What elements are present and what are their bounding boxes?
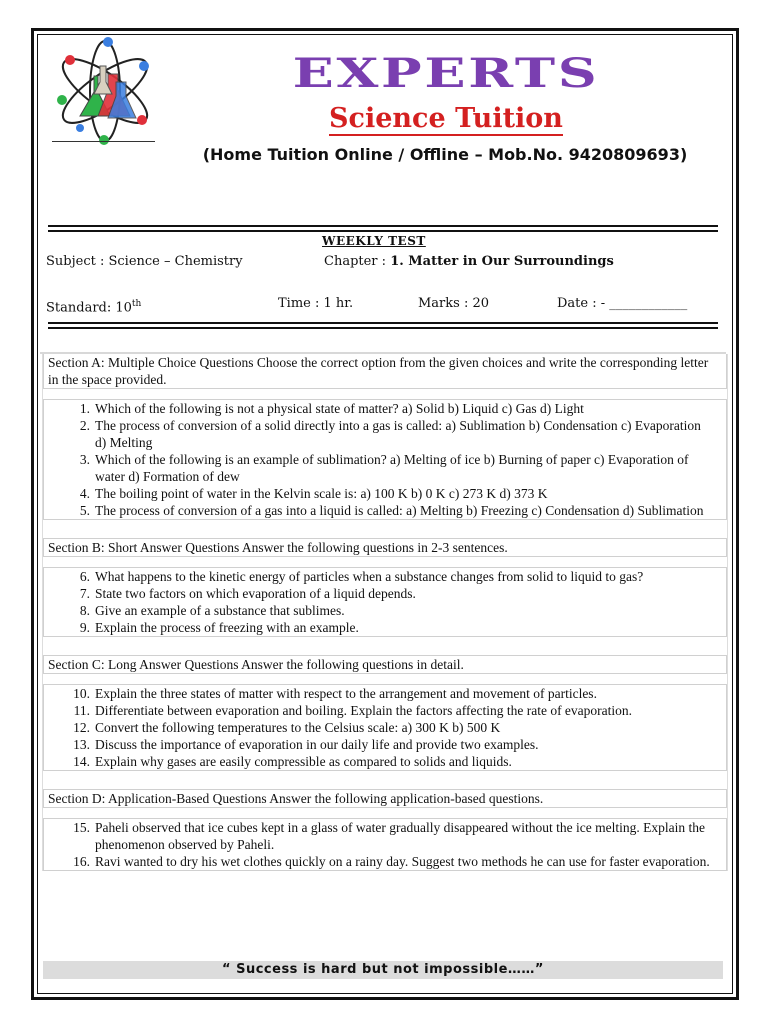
question-number: 1. <box>79 401 90 416</box>
list-item <box>44 400 726 417</box>
question-text: Discuss the importance of evaporation in our daily life and provide two examples. <box>95 737 539 752</box>
footer-quote: “ Success is hard but not impossible……” <box>43 961 723 979</box>
section-d-heading: Section D: Application-Based Questions Answer the following application-based questions. <box>43 789 727 808</box>
chapter <box>324 254 614 270</box>
divider <box>48 230 718 232</box>
question-number: 4. <box>79 486 90 501</box>
standard-sup: th <box>131 299 142 309</box>
question-number: 12. <box>73 720 90 735</box>
subtitle <box>256 102 636 136</box>
contact-line: (Home Tuition Online / Offline – Mob.No. 9420809693) <box>202 145 688 164</box>
list-item <box>44 685 726 702</box>
atom-flask-logo-icon <box>50 36 160 146</box>
question-number: 14. <box>73 754 90 769</box>
question-text: Paheli observed that ice cubes kept in a glass of water gradually disappeared without the ice melting. Explain the phenomenon observed by Paheli. <box>95 820 705 852</box>
question-text: Which of the following is not a physical state of matter? a) Solid b) Liquid c) Gas d) Light <box>95 401 584 416</box>
date: Date : - ____________ <box>557 296 688 311</box>
question-number: 13. <box>73 737 90 752</box>
subject: Subject : Science – Chemistry <box>46 254 243 269</box>
question-number: 6. <box>79 569 90 584</box>
list-item <box>44 485 726 502</box>
question-text: The process of conversion of a gas into a liquid is called: a) Melting b) Freezing c) Condensation d) Sublimation <box>95 503 704 518</box>
section-d-list <box>43 818 727 871</box>
list-item <box>44 753 726 770</box>
question-number: 15. <box>73 820 90 835</box>
list-item <box>44 568 726 585</box>
question-text: Ravi wanted to dry his wet clothes quickly on a rainy day. Suggest two methods he can use for faster evaporation. <box>95 854 710 869</box>
section-b-list <box>43 567 727 637</box>
divider <box>48 225 718 227</box>
section-c-heading: Section C: Long Answer Questions Answer the following questions in detail. <box>43 655 727 674</box>
chapter-value: 1. Matter in Our Surroundings <box>390 254 614 269</box>
list-item <box>44 451 726 485</box>
standard-label: Standard: 10 <box>46 300 132 316</box>
section-c-list <box>43 684 727 771</box>
question-number: 10. <box>73 686 90 701</box>
marks: Marks : 20 <box>418 296 490 311</box>
question-number: 3. <box>79 452 90 467</box>
question-number: 9. <box>79 620 90 635</box>
time: Time : 1 hr. <box>278 296 354 311</box>
question-number: 8. <box>79 603 90 618</box>
list-item <box>44 619 726 636</box>
list-item <box>44 819 726 853</box>
question-number: 7. <box>79 586 90 601</box>
list-item <box>44 853 726 870</box>
question-text: Explain the process of freezing with an example. <box>95 620 359 635</box>
question-text: Differentiate between evaporation and boiling. Explain the factors affecting the rate of evaporation. <box>95 703 633 718</box>
question-text: Explain the three states of matter with respect to the arrangement and movement of particles. <box>95 686 597 701</box>
divider <box>48 327 718 329</box>
question-text: What happens to the kinetic energy of particles when a substance changes from solid to liquid to gas? <box>95 569 644 584</box>
divider <box>48 322 718 324</box>
list-item <box>44 736 726 753</box>
questions-area <box>42 354 728 871</box>
question-text: Explain why gases are easily compressible as compared to solids and liquids. <box>95 754 512 769</box>
question-text: The boiling point of water in the Kelvin scale is: a) 100 K b) 0 K c) 273 K d) 373 K <box>95 486 548 501</box>
list-item <box>44 585 726 602</box>
brand-title: EXPERTS <box>292 50 600 97</box>
section-b-heading: Section B: Short Answer Questions Answer the following questions in 2-3 sentences. <box>43 538 727 557</box>
question-text: State two factors on which evaporation of a liquid depends. <box>95 586 416 601</box>
list-item <box>44 702 726 719</box>
section-a-list <box>43 399 727 520</box>
test-title: WEEKLY TEST <box>322 234 426 248</box>
section-a-heading: Section A: Multiple Choice Questions Choose the correct option from the given choices and write the corresponding letter in the space provided. <box>43 354 727 389</box>
standard <box>46 296 141 316</box>
question-text: Which of the following is an example of sublimation? a) Melting of ice b) Burning of paper c) Evaporation of water d) Formation of dew <box>95 452 689 484</box>
list-item <box>44 602 726 619</box>
list-item <box>44 719 726 736</box>
question-number: 11. <box>73 703 90 718</box>
list-item <box>44 417 726 451</box>
question-number: 16. <box>73 854 90 869</box>
question-text: The process of conversion of a solid directly into a gas is called: a) Sublimation b) Condensation c) Evaporation d) Melting <box>95 418 701 450</box>
subtitle-text: Science Tuition <box>329 103 563 134</box>
list-item <box>44 502 726 519</box>
chapter-label: Chapter : <box>324 254 387 269</box>
question-number: 5. <box>79 503 90 518</box>
question-text: Give an example of a substance that sublimes. <box>95 603 345 618</box>
question-number: 2. <box>79 418 90 433</box>
logo-underline <box>52 141 155 142</box>
question-text: Convert the following temperatures to the Celsius scale: a) 300 K b) 500 K <box>95 720 501 735</box>
